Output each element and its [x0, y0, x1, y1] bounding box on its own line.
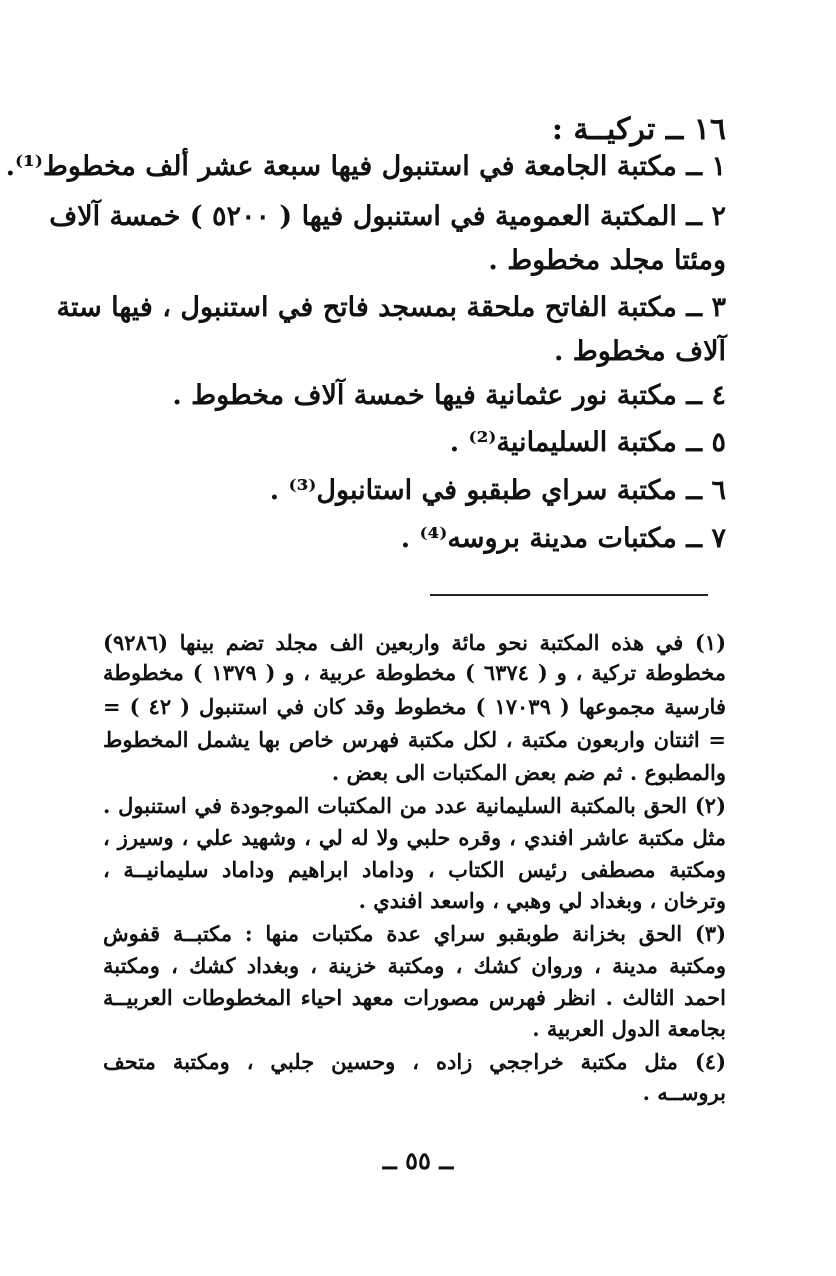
footnote-separator [430, 594, 708, 596]
list-item-6: ٦ ــ مكتبة سراي طبقبو في استانبول⁽³⁾ . [269, 475, 726, 506]
footnote-2-line-4: وترخان ، وبغداد لي وهبي ، واسعد افندي . [358, 888, 726, 913]
page-number: ــ ٥٥ ــ [382, 1146, 454, 1175]
footnote-1-line-2: مخطوطة تركية ، و ( ٦٣٧٤ ) مخطوطة عربية ، و ( ١٣٧٩ ) مخطوطة [103, 660, 726, 685]
list-item-7: ٧ ــ مكتبات مدينة بروسه⁽⁴⁾ . [400, 523, 726, 554]
footnote-1-line-4: = اثنتان واربعون مكتبة ، لكل مكتبة فهرس خاص بها يشمل المخطوط [103, 727, 726, 752]
footnote-2-line-1: (٢) الحق بالمكتبة السليمانية عدد من المكتبات الموجودة في استنبول . [103, 793, 726, 818]
section-heading: ١٦ ــ تركيــة : [551, 112, 726, 147]
footnote-1-line-1: (١) في هذه المكتبة نحو مائة واربعين الف مجلد تضم بينها (٩٢٨٦) [103, 630, 726, 655]
footnote-4-line-2: بروســه . [642, 1080, 726, 1105]
footnote-3-line-3: احمد الثالث . انظر فهرس مصورات معهد احياء المخطوطات العربيــة [103, 985, 726, 1010]
list-item-3-line-2: آلاف مخطوط . [553, 336, 726, 367]
footnote-2-line-3: ومكتبة مصطفى رئيس الكتاب ، وداماد ابراهيم وداماد سليمانيــة ، [103, 857, 726, 882]
footnote-1-line-5: والمطبوع . ثم ضم بعض المكتبات الى بعض . [331, 760, 726, 785]
footnote-3-line-2: ومكتبة مدينة ، وروان كشك ، ومكتبة خزينة ، وبغداد كشك ، ومكتبة [103, 953, 726, 978]
footnote-1-line-3: فارسية مجموعها ( ١٧٠٣٩ ) مخطوط وقد كان في استنبول ( ٤٢ ) = [103, 694, 726, 719]
footnote-3-line-4: بجامعة الدول العربية . [532, 1016, 726, 1041]
footnote-4-line-1: (٤) مثل مكتبة خراججي زاده ، وحسين جلبي ، ومكتبة متحف [103, 1049, 726, 1074]
list-item-2-line-2: ومئتا مجلد مخطوط . [488, 245, 726, 276]
footnote-3-line-1: (٣) الحق بخزانة طوبقبو سراي عدة مكتبات منها : مكتبــة قفوش [103, 921, 726, 946]
footnote-2-line-2: مثل مكتبة عاشر افندي ، وقره حلبي ولا له لي ، وشهيد علي ، وسيرز ، [103, 825, 726, 850]
list-item-3-line-1: ٣ ــ مكتبة الفاتح ملحقة بمسجد فاتح في استنبول ، فيها ستة [56, 292, 726, 323]
list-item-4: ٤ ــ مكتبة نور عثمانية فيها خمسة آلاف مخطوط . [172, 380, 726, 411]
list-item-1: ١ ــ مكتبة الجامعة في استنبول فيها سبعة عشر ألف مخطوط⁽¹⁾. [5, 151, 726, 182]
list-item-2-line-1: ٢ ــ المكتبة العمومية في استنبول فيها ( ٥٢٠٠ ) خمسة آلاف [49, 201, 726, 232]
list-item-5: ٥ ــ مكتبة السليمانية⁽²⁾ . [449, 427, 726, 458]
